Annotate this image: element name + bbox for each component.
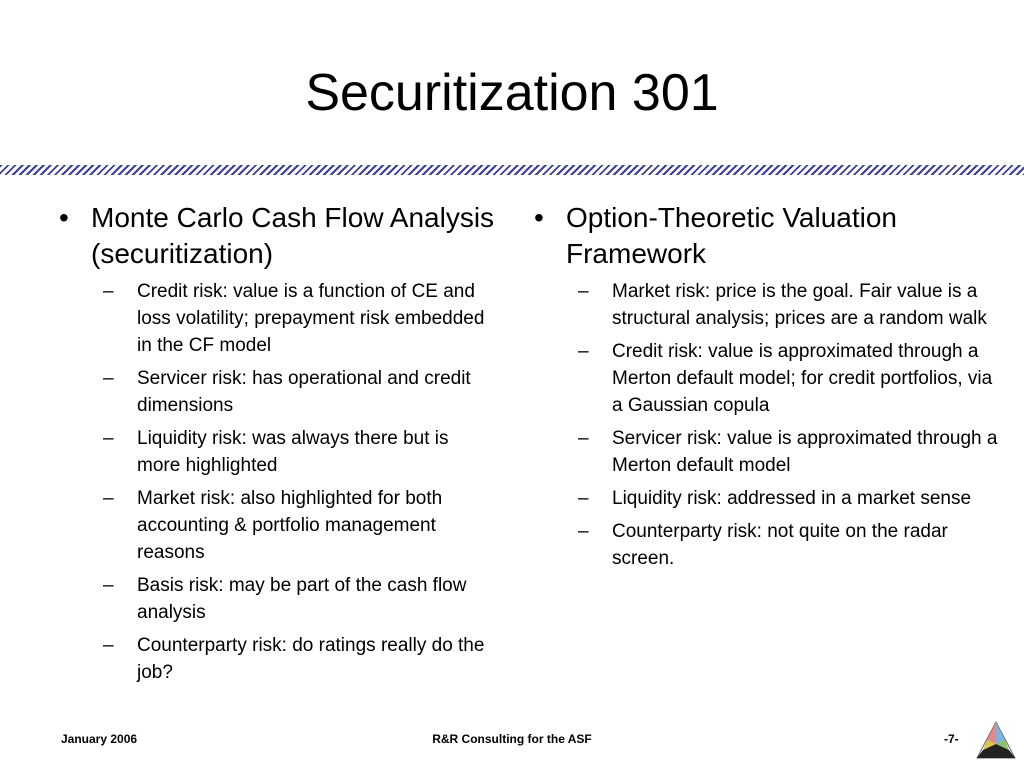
dash-glyph: – (103, 428, 114, 449)
dash-glyph: – (103, 488, 114, 509)
list-item (56, 365, 496, 419)
list-item-text: Market risk: price is the goal. Fair value is a structural analysis; prices are a random walk (612, 281, 987, 329)
left-column (56, 200, 496, 692)
list-item (56, 278, 496, 359)
bullet-glyph: • (59, 202, 69, 233)
list-item-text: Servicer risk: has operational and credit dimensions (137, 368, 471, 416)
bullet-glyph: • (534, 202, 544, 233)
right-sublist (531, 278, 1001, 572)
dash-glyph: – (103, 635, 114, 656)
list-item-text: Counterparty risk: not quite on the radar screen. (612, 521, 948, 569)
dash-glyph: – (103, 281, 114, 302)
left-heading-text: Monte Carlo Cash Flow Analysis (securitization) (91, 202, 495, 269)
dash-glyph: – (578, 521, 589, 542)
footer-org: R&R Consulting for the ASF (432, 732, 592, 746)
left-heading (56, 200, 496, 272)
list-item-text: Servicer risk: value is approximated through a Merton default model (612, 428, 998, 476)
footer-date: January 2006 (61, 732, 138, 746)
dash-glyph: – (578, 341, 589, 362)
list-item (531, 338, 1001, 419)
list-item (56, 632, 496, 686)
list-item-text: Basis risk: may be part of the cash flow analysis (137, 575, 467, 623)
dash-glyph: – (578, 488, 589, 509)
dash-glyph: – (578, 428, 589, 449)
right-heading-text: Option-Theoretic Valuation Framework (566, 202, 897, 269)
right-heading (531, 200, 1001, 272)
list-item (531, 518, 1001, 572)
list-item (531, 485, 1001, 512)
left-sublist (56, 278, 496, 686)
list-item-text: Market risk: also highlighted for both accounting & portfolio management reasons (137, 488, 443, 563)
list-item (56, 572, 496, 626)
dash-glyph: – (578, 281, 589, 302)
list-item (56, 485, 496, 566)
right-column (531, 200, 1001, 578)
list-item-text: Liquidity risk: was always there but is more highlighted (137, 428, 449, 476)
prism-triangle-logo-icon (975, 720, 1017, 762)
list-item-text: Liquidity risk: addressed in a market sense (612, 488, 972, 509)
dash-glyph: – (103, 575, 114, 596)
list-item (56, 425, 496, 479)
list-item (531, 278, 1001, 332)
list-item-text: Credit risk: value is a function of CE and loss volatility; prepayment risk embedded in the CF model (137, 281, 485, 356)
list-item-text: Credit risk: value is approximated through a Merton default model; for credit portfolios, via a Gaussian copula (612, 341, 993, 416)
title-divider (0, 165, 1024, 175)
footer-page-number: -7- (944, 732, 959, 746)
list-item (531, 425, 1001, 479)
slide-title: Securitization 301 (305, 64, 719, 122)
dash-glyph: – (103, 368, 114, 389)
list-item-text: Counterparty risk: do ratings really do the job? (137, 635, 485, 683)
